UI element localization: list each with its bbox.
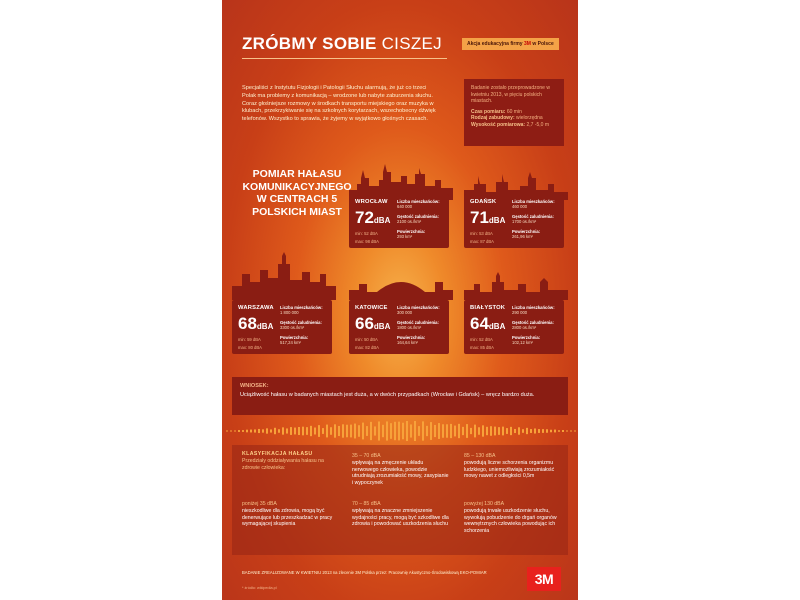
sound-wave-bar <box>246 430 248 433</box>
sound-wave-bar <box>366 426 368 436</box>
katowice-skyline-illustration <box>349 268 453 300</box>
sound-wave-bar <box>358 425 360 437</box>
city-stats: Liczba mieszkańców: 1 800 000 Gęstość zaludnienia: 3300 os./km² Powierzchnia: 517,24 km² <box>280 305 323 346</box>
footer-note: BADANIE ZREALIZOWANE W KWIETNIU 2013 na zlecenie 3M Polska przez: Pracownię Akustyczno-Środowiskową EKO-POMIAR <box>242 570 487 575</box>
sound-wave-bar <box>406 421 408 441</box>
sound-wave-bar <box>314 428 316 435</box>
sound-wave-bar <box>434 425 436 437</box>
classification-title: KLASYFIKACJA HAŁASU <box>242 451 313 457</box>
sound-wave-bar <box>418 426 420 436</box>
sound-wave-bar <box>566 431 568 432</box>
sound-wave-bar <box>330 427 332 435</box>
sound-wave-bar <box>346 425 348 438</box>
city-card-warszawa <box>232 300 332 354</box>
sound-wave-bar <box>482 425 484 436</box>
noise-value: 72dBA <box>355 208 391 227</box>
classification-level: 35 – 70 dBA wpływają na zmęczenie układu nerwowego człowieka, powodzie utrudniają zrozumiałość mowy, zasypianie i wypoczynek <box>352 453 449 487</box>
sound-wave-bar <box>266 428 268 433</box>
sound-wave-bar <box>458 424 460 438</box>
study-info-box <box>464 79 564 146</box>
sound-wave-bar <box>326 425 328 438</box>
sound-wave-bar <box>298 427 300 435</box>
sound-wave-bar <box>286 428 288 433</box>
sound-wave-bar <box>294 428 296 435</box>
city-name: GDAŃSK <box>470 199 497 205</box>
city-card-bialystok <box>464 300 564 354</box>
bialystok-skyline-illustration <box>464 272 568 300</box>
noise-min: min: 59 dBA <box>238 337 261 342</box>
sound-wave-bar <box>534 428 536 433</box>
sound-wave-bar <box>238 430 240 432</box>
page-title <box>242 34 442 54</box>
sound-wave-bar <box>462 427 464 435</box>
sound-wave-bar <box>390 423 392 439</box>
sound-wave-bar <box>350 425 352 438</box>
sound-wave-bar <box>234 431 236 432</box>
infographic-poster <box>222 0 578 600</box>
sound-wave-bar <box>570 431 572 432</box>
sound-wave-bar <box>454 426 456 437</box>
sound-wave-graphic <box>222 418 578 444</box>
city-stats: Liczba mieszkańców: 460 000 Gęstość zaludnienia: 1700 os./km² Powierzchnia: 261,96 km² <box>512 199 555 240</box>
noise-classification-panel <box>232 445 568 555</box>
conclusion-title: WNIOSEK: <box>240 383 269 389</box>
sound-wave-bar <box>502 427 504 436</box>
sound-wave-bar <box>546 429 548 432</box>
sound-wave-bar <box>382 425 384 437</box>
section-heading: POMIAR HAŁASU KOMUNIKACYJNEGO W CENTRACH 5 POLSKICH MIAST <box>242 168 352 218</box>
sound-wave-bar <box>422 421 424 440</box>
sound-wave-bar <box>486 427 488 435</box>
noise-max: max: 82 dBA <box>355 345 379 350</box>
sound-wave-bar <box>362 423 364 440</box>
noise-max: max: 80 dBA <box>238 345 262 350</box>
sound-wave-bar <box>278 429 280 433</box>
sound-wave-bar <box>466 424 468 438</box>
sound-wave-bar <box>230 431 232 432</box>
classification-subtitle: Przedziały oddziaływania hałasu na zdrowie człowieka: <box>242 457 324 471</box>
city-name: BIAŁYSTOK <box>470 305 506 311</box>
sound-wave-bar <box>394 422 396 440</box>
sound-wave-bar <box>226 431 228 432</box>
study-info-row: Czas pomiaru: 60 min <box>471 108 522 115</box>
sound-wave-bar <box>398 422 400 441</box>
sound-wave-bar <box>506 428 508 434</box>
sound-wave-bar <box>302 427 304 436</box>
noise-value: 71dBA <box>470 208 506 227</box>
study-info-text: Badanie zostało przeprowadzone w kwietniu 2013, w pięciu polskich miastach. <box>471 85 550 105</box>
sound-wave-bar <box>426 426 428 436</box>
sound-wave-bar <box>322 428 324 434</box>
city-name: WARSZAWA <box>238 305 274 311</box>
sound-wave-bar <box>558 430 560 431</box>
sound-wave-bar <box>274 428 276 434</box>
sound-wave-bar <box>242 430 244 432</box>
sound-wave-bar <box>474 425 476 438</box>
warszawa-skyline-illustration <box>232 252 336 300</box>
city-card-wroclaw <box>349 194 449 248</box>
title-bold: ZRÓBMY SOBIE <box>242 34 377 53</box>
title-divider <box>242 58 447 59</box>
sound-wave-bar <box>518 427 520 434</box>
noise-max: max: 98 dBA <box>355 239 379 244</box>
city-stats: Liczba mieszkańców: 290 000 Gęstość zaludnienia: 2800 os./km² Powierzchnia: 102,12 km² <box>512 305 555 346</box>
sound-wave-bar <box>554 430 556 433</box>
sound-wave-bar <box>538 429 540 433</box>
sound-wave-bar <box>262 429 264 432</box>
conclusion-text: Uciążliwość hałasu w badanych miastach jest duża, a w dwóch przypadkach (Wrocław i Gdańsk) – wręcz bardzo duża. <box>240 392 535 398</box>
sound-wave-bar <box>450 424 452 438</box>
sound-wave-bar <box>258 429 260 433</box>
sound-wave-bar <box>514 429 516 433</box>
sound-wave-bar <box>402 423 404 440</box>
sound-wave-bar <box>290 427 292 435</box>
noise-min: min: 52 dBA <box>470 337 493 342</box>
sound-wave-bar <box>414 421 416 441</box>
title-light: CISZEJ <box>381 34 442 53</box>
sound-wave-bar <box>442 424 444 437</box>
classification-level: 70 – 85 dBA wpływają na znaczne zmniejszenie wydajności pracy, mogą być szkodliwe dla zdrowia i powodować uszkodzenia słuchu <box>352 501 449 528</box>
classification-level: poniżej 35 dBA nieszkodliwe dla zdrowia, mogą być denerwujące lub przeszkadzać w pracy wymagającej skupienia <box>242 501 333 528</box>
city-name: WROCŁAW <box>355 199 388 205</box>
sound-wave-bar <box>510 427 512 435</box>
campaign-tag-brand: 3M <box>523 41 531 47</box>
sound-wave-bar <box>430 422 432 440</box>
sound-wave-bar <box>306 427 308 435</box>
sound-wave-bar <box>494 427 496 436</box>
city-stats: Liczba mieszkańców: 300 000 Gęstość zaludnienia: 1800 os./km² Powierzchnia: 164,64 km² <box>397 305 440 346</box>
sound-wave-bar <box>310 426 312 436</box>
conclusion-box <box>232 377 568 415</box>
sound-wave-bar <box>526 428 528 434</box>
study-info-row: Rodzaj zabudowy: wielorzędna <box>471 115 543 122</box>
campaign-tag <box>462 38 559 50</box>
sound-wave-bar <box>282 427 284 434</box>
city-stats: Liczba mieszkańców: 640 000 Gęstość zaludnienia: 2100 os./km² Powierzchnia: 293 km² <box>397 199 440 240</box>
sound-wave-bar <box>254 429 256 432</box>
sound-wave-bar <box>270 429 272 432</box>
noise-min: min: 50 dBA <box>355 337 378 342</box>
sound-wave-bar <box>470 428 472 434</box>
noise-max: max: 85 dBA <box>470 345 494 350</box>
classification-level: powyżej 130 dBA powodują trwałe uszkodzenie słuchu, wywołują pobudzenie do drgań organów wewnętrznych człowieka powodując ich schorzenia <box>464 501 557 535</box>
noise-value: 64dBA <box>470 314 506 333</box>
sound-wave-bar <box>378 421 380 440</box>
sound-wave-bar <box>498 427 500 435</box>
sound-wave-bar <box>410 424 412 437</box>
sound-wave-bar <box>522 429 524 433</box>
sound-wave-bar <box>370 422 372 440</box>
noise-value: 66dBA <box>355 314 391 333</box>
sound-wave-bar <box>334 424 336 437</box>
sound-wave-bar <box>530 429 532 433</box>
city-card-katowice <box>349 300 449 354</box>
sound-wave-bar <box>542 429 544 433</box>
noise-min: min: 52 dBA <box>355 231 378 236</box>
sound-wave-bar <box>490 426 492 436</box>
sound-wave-bar <box>386 421 388 440</box>
sound-wave-bar <box>354 424 356 439</box>
noise-min: min: 53 dBA <box>470 231 493 236</box>
classification-level: 85 – 130 dBA powodują liczne schorzenia organizmu ludzkiego, uniemożliwiają zrozumiałość mowy nawet z odległości 0,5m <box>464 453 555 480</box>
noise-value: 68dBA <box>238 314 274 333</box>
sound-wave-bar <box>250 430 252 433</box>
study-info-row: Wysokość pomiarowa: 2,7 -5,0 m <box>471 121 549 128</box>
city-name: KATOWICE <box>355 305 388 311</box>
campaign-tag-prefix: Akcja edukacyjna firmy <box>467 41 523 47</box>
sound-wave-bar <box>318 425 320 437</box>
city-card-gdansk <box>464 194 564 248</box>
sound-wave-bar <box>438 423 440 439</box>
sound-wave-bar <box>562 430 564 432</box>
sound-wave-bar <box>574 431 576 432</box>
sound-wave-bar <box>374 426 376 435</box>
sound-wave-bar <box>478 427 480 434</box>
footer-source: * źródło: wikipedia.pl <box>242 586 277 590</box>
3m-logo: 3M <box>527 567 561 591</box>
campaign-tag-suffix: w Polsce <box>532 41 554 47</box>
sound-wave-bar <box>338 426 340 436</box>
sound-wave-bar <box>446 424 448 437</box>
sound-wave-bar <box>550 430 552 433</box>
intro-paragraph: Specjaliści z Instytutu Fizjologii i Patologii Słuchu alarmują, że już co trzeci Polak ma problemy z komunikacją – wrodzone lub nabyte zaburzenia słuchu. Coraz głośniejsze rozmowy w środkach transportu miejskiego oraz muzyka w klubach, przekrzykiwanie się na szkolnych korytarzach, wszechobecny dźwięk telefonów. Wszystko to sprawia, że żyjemy w wyjątkowo głośnych czasach. <box>242 85 436 123</box>
noise-max: max: 87 dBA <box>470 239 494 244</box>
sound-wave-bar <box>342 424 344 437</box>
classification-header <box>242 451 340 471</box>
